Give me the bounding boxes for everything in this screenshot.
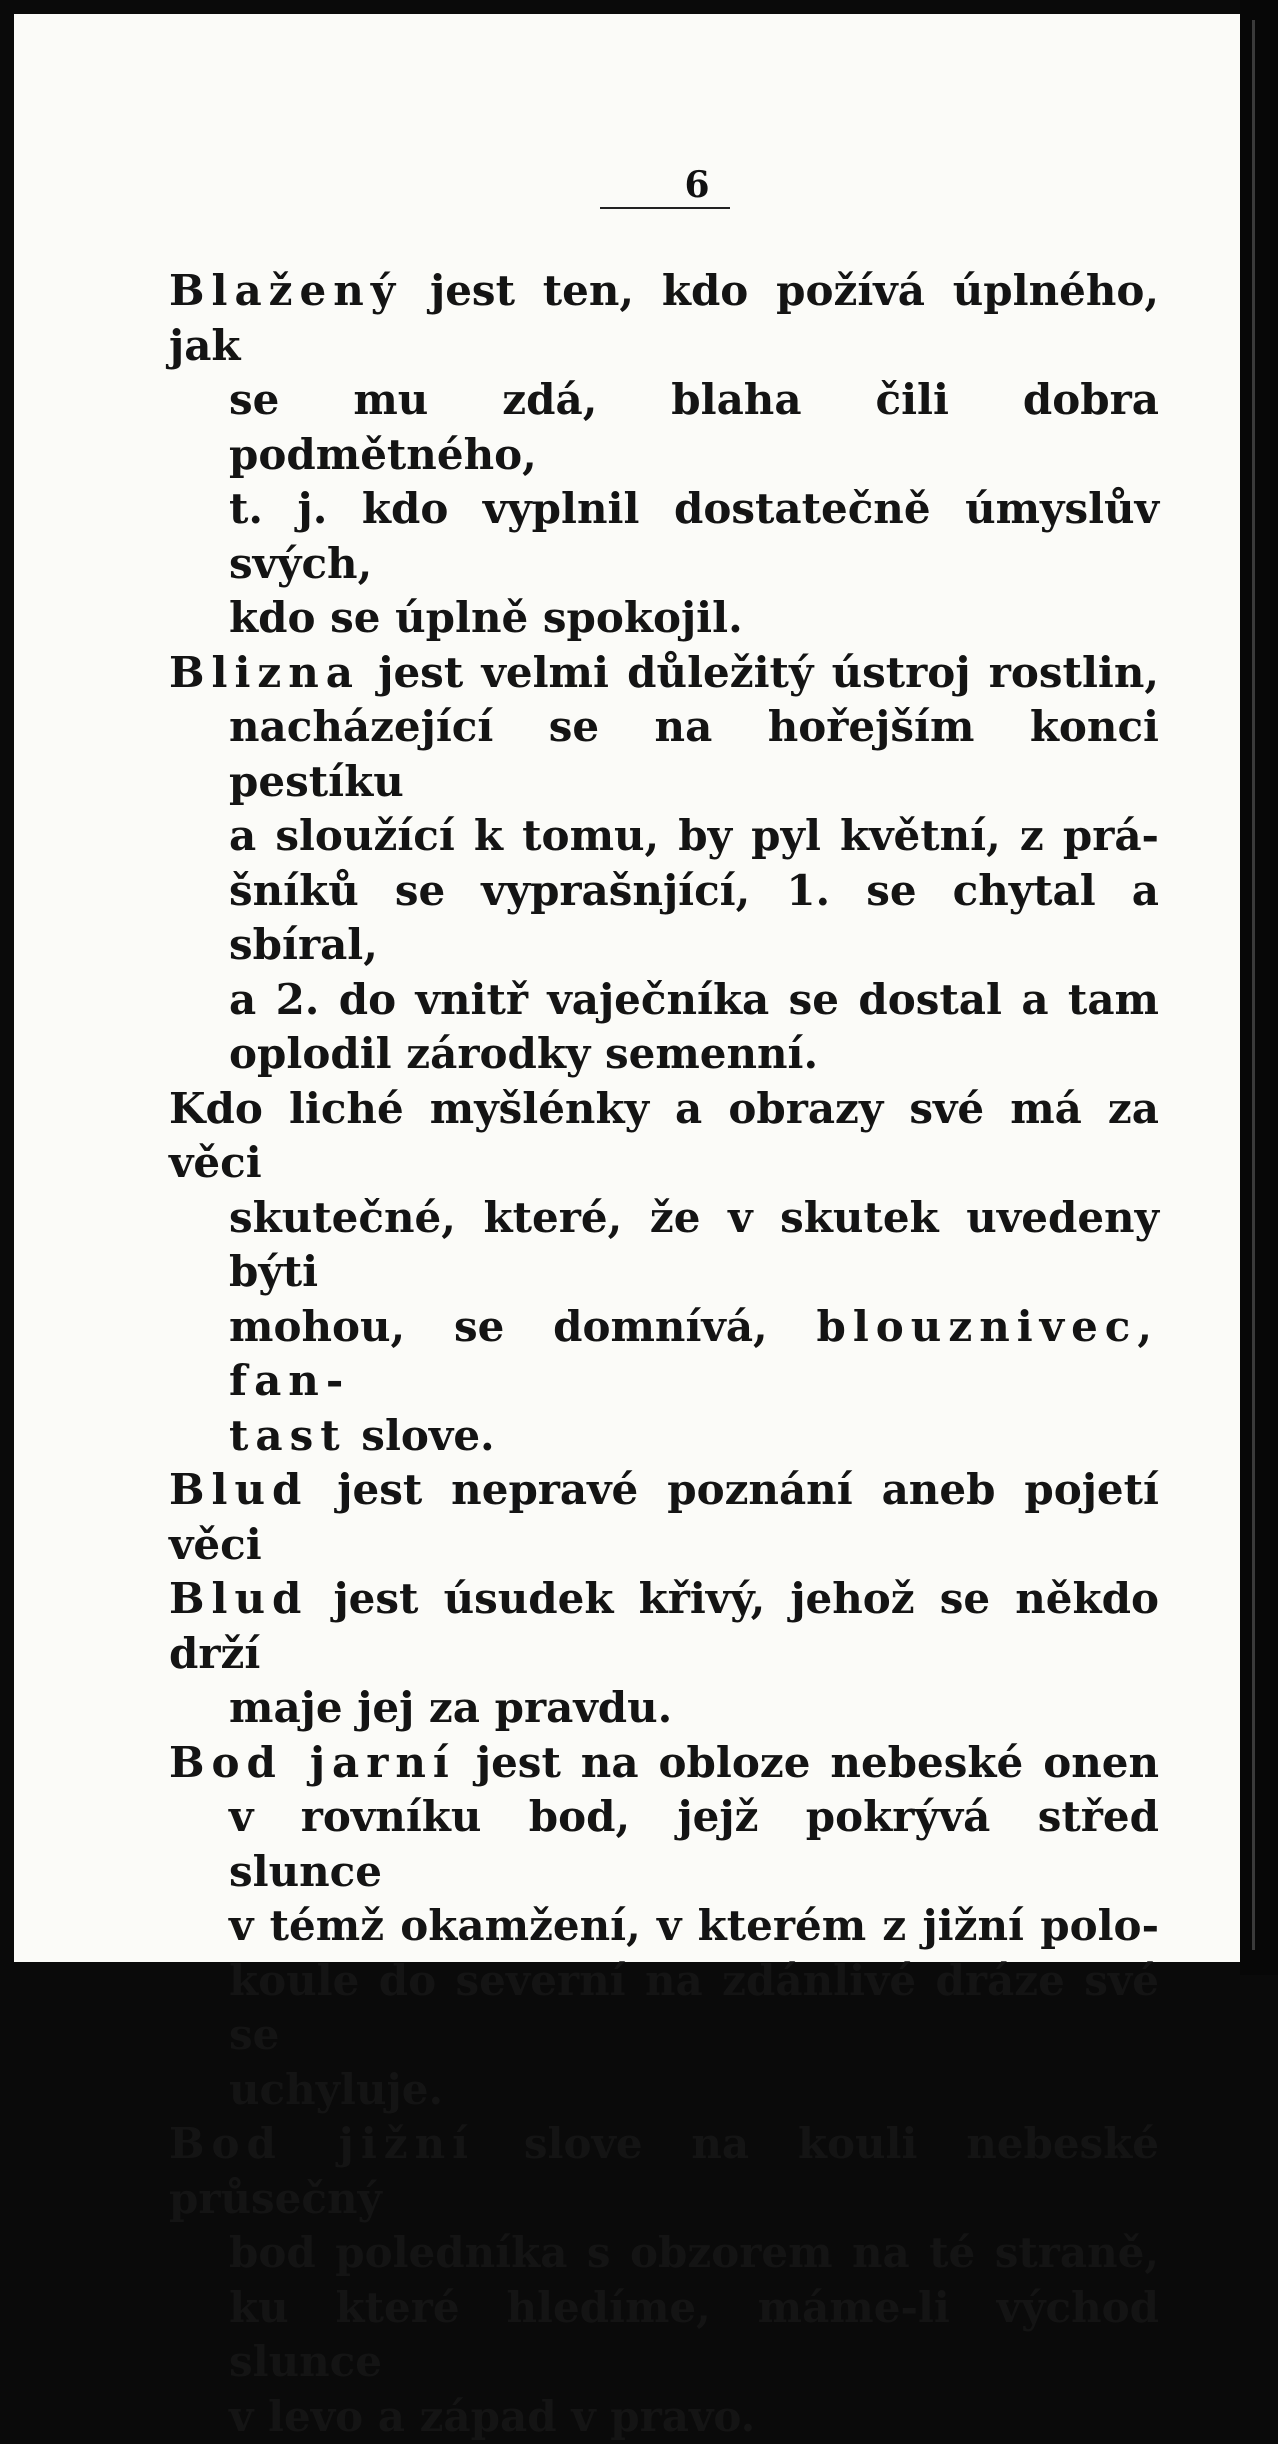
entry-line: bod poledníka s obzorem na té straně,	[169, 2226, 1159, 2281]
entry-line: v témž okamžení, v kterém z jižní polo-	[169, 1899, 1159, 1954]
entry-line: ku které hledíme, máme-li východ slunce	[169, 2281, 1159, 2390]
entry-line: kdo se úplně spokojil.	[169, 591, 1159, 646]
entry-bod-jarni	[169, 1736, 1159, 2118]
entry-line: v levo a západ v pravo.	[169, 2390, 1159, 2444]
entry-line: koule do severní na zdánlivé dráze své se	[169, 1954, 1159, 2063]
entry-line: nacházející se na hořejším konci pestíku	[169, 700, 1159, 809]
entry-line: v rovníku bod, jejž pokrývá střed slunce	[169, 1790, 1159, 1899]
entry-line: Blud jest úsudek křivý, jehož se někdo drží	[169, 1572, 1159, 1681]
entry-line: a 2. do vnitř vaječníka se dostal a tam	[169, 973, 1159, 1028]
entry-line: mohou, se domnívá, blouznivec, fan-	[169, 1300, 1159, 1409]
scan-edge	[1240, 0, 1278, 1975]
entry-blud-2	[169, 1572, 1159, 1736]
entry-term: Blud	[169, 1465, 308, 1514]
book-page	[14, 14, 1240, 1962]
entry-blizna	[169, 646, 1159, 1082]
entry-line: Blažený jest ten, kdo požívá úplného, jak	[169, 264, 1159, 373]
entry-line: maje jej za pravdu.	[169, 1681, 1159, 1736]
entry-term: Blizna	[169, 648, 360, 697]
entry-line: Kdo liché myšlénky a obrazy své má za věci	[169, 1082, 1159, 1191]
entry-line: se mu zdá, blaha čili dobra podmětného,	[169, 373, 1159, 482]
entry-bod-jizni	[169, 2117, 1159, 2444]
entry-line: Bod jižní slove na kouli nebeské průsečný	[169, 2117, 1159, 2226]
entry-line: Bod jarní jest na obloze nebeské onen	[169, 1736, 1159, 1791]
entry-line: tast slove.	[169, 1409, 1159, 1464]
binding-line	[1252, 20, 1255, 1950]
entry-line: t. j. kdo vyplnil dostatečně úmyslův svých,	[169, 482, 1159, 591]
entry-term: ta	[229, 1411, 290, 1460]
entry-line: oplodil zárodky semenní.	[169, 1027, 1159, 1082]
page-number-rule	[600, 207, 730, 209]
entry-term: Blažený	[169, 266, 402, 315]
entry-term: Blud	[169, 1574, 308, 1623]
entry-blud-1	[169, 1463, 1159, 1572]
entry-term: Bod jarní	[169, 1738, 456, 1787]
entry-blouznivec	[169, 1082, 1159, 1464]
entry-line: uchyluje.	[169, 2063, 1159, 2118]
entry-term: st	[290, 1411, 347, 1460]
entry-term: Bod jižní	[169, 2119, 475, 2168]
entry-line: skutečné, které, že v skutek uvedeny býti	[169, 1191, 1159, 1300]
page-number: 6	[14, 164, 1240, 206]
dictionary-text	[169, 264, 1159, 2444]
entry-blazeny	[169, 264, 1159, 646]
entry-line: Blud jest nepravé poznání aneb pojetí věci	[169, 1463, 1159, 1572]
entry-line: a sloužící k tomu, by pyl květní, z prá-	[169, 809, 1159, 864]
entry-line: Blizna jest velmi důležitý ústroj rostlin,	[169, 646, 1159, 701]
entry-term: blouznivec, fan-	[229, 1302, 1159, 1406]
entry-line: šníků se vyprašnjící, 1. se chytal a sbíral,	[169, 864, 1159, 973]
